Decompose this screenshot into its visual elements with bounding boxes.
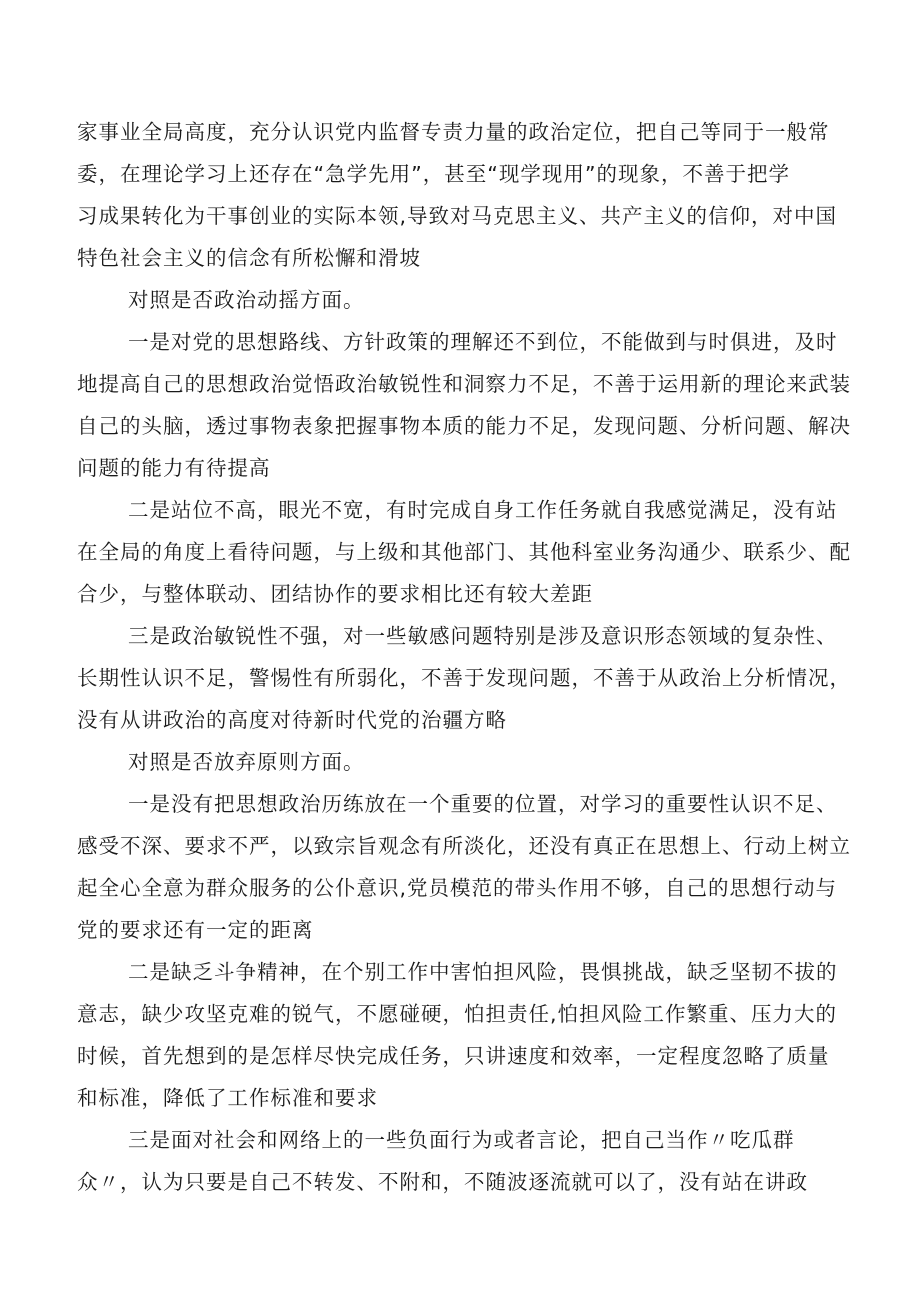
section-heading-political: 对照是否政治动摇方面。 — [128, 288, 365, 312]
text-line-12: 合少，与整体联动、团结协作的要求相比还有较大差距 — [77, 582, 593, 606]
text-line-8: 自己的头脑，透过事物表象把握事物本质的能力不足，发现问题、分析问题、解决 — [77, 414, 851, 438]
text-line-10: 二是站位不高，眼光不宽，有时完成自身工作任务就自我感觉满足，没有站 — [128, 498, 838, 522]
text-line-6: 一是对党的思想路线、方针政策的理解还不到位，不能做到与时俱进，及时 — [128, 330, 838, 354]
text-line-17: 一是没有把思想政治历练放在一个重要的位置，对学习的重要性认识不足、 — [128, 792, 838, 816]
text-line-18: 感受不深、要求不严，以致宗旨观念有所淡化，还没有真正在思想上、行动上树立 — [77, 834, 851, 858]
text-line-3: 习成果转化为干事创业的实际本领,导致对马克思主义、共产主义的信仰，对中国 — [77, 204, 838, 228]
text-line-11: 在全局的角度上看待问题，与上级和其他部门、其他科室业务沟通少、联系少、配 — [77, 540, 851, 564]
text-line-23: 时候，首先想到的是怎样尽快完成任务，只讲速度和效率，一定程度忽略了质量 — [77, 1044, 830, 1068]
text-line-13: 三是政治敏锐性不强，对一些敏感问题特别是涉及意识形态领域的复杂性、 — [128, 624, 838, 648]
section-heading-principle: 对照是否放弃原则方面。 — [128, 750, 365, 774]
text-line-26: 众〃，认为只要是自己不转发、不附和，不随波逐流就可以了，没有站在讲政 — [77, 1170, 808, 1194]
text-line-2: 委，在理论学习上还存在“急学先用”，甚至“现学现用”的现象，不善于把学 — [77, 162, 790, 186]
text-line-1: 家事业全局高度，充分认识党内监督专责力量的政治定位，把自己等同于一般常 — [77, 120, 830, 144]
text-line-19: 起全心全意为群众服务的公仆意识,党员模范的带头作用不够，自己的思想行动与 — [77, 876, 838, 900]
text-line-9: 问题的能力有待提高 — [77, 456, 271, 480]
text-line-25: 三是面对社会和网络上的一些负面行为或者言论，把自己当作〃吃瓜群 — [128, 1128, 795, 1152]
text-line-4: 特色社会主义的信念有所松懈和滑坡 — [77, 246, 421, 270]
text-line-24: 和标准，降低了工作标准和要求 — [77, 1086, 378, 1110]
text-line-7: 地提高自己的思想政治觉悟政治敏锐性和洞察力不足，不善于运用新的理论来武装 — [77, 372, 851, 396]
text-line-20: 党的要求还有一定的距离 — [77, 918, 314, 942]
text-line-14: 长期性认识不足，警惕性有所弱化，不善于发现问题，不善于从政治上分析情况， — [77, 666, 851, 690]
text-line-15: 没有从讲政治的高度对待新时代党的治疆方略 — [77, 708, 507, 732]
text-line-22: 意志，缺少攻坚克难的锐气，不愿碰硬，怕担责任,怕担风险工作繁重、压力大的 — [77, 1002, 838, 1026]
text-line-21: 二是缺乏斗争精神，在个别工作中害怕担风险，畏惧挑战，缺乏坚韧不拔的 — [128, 960, 838, 984]
